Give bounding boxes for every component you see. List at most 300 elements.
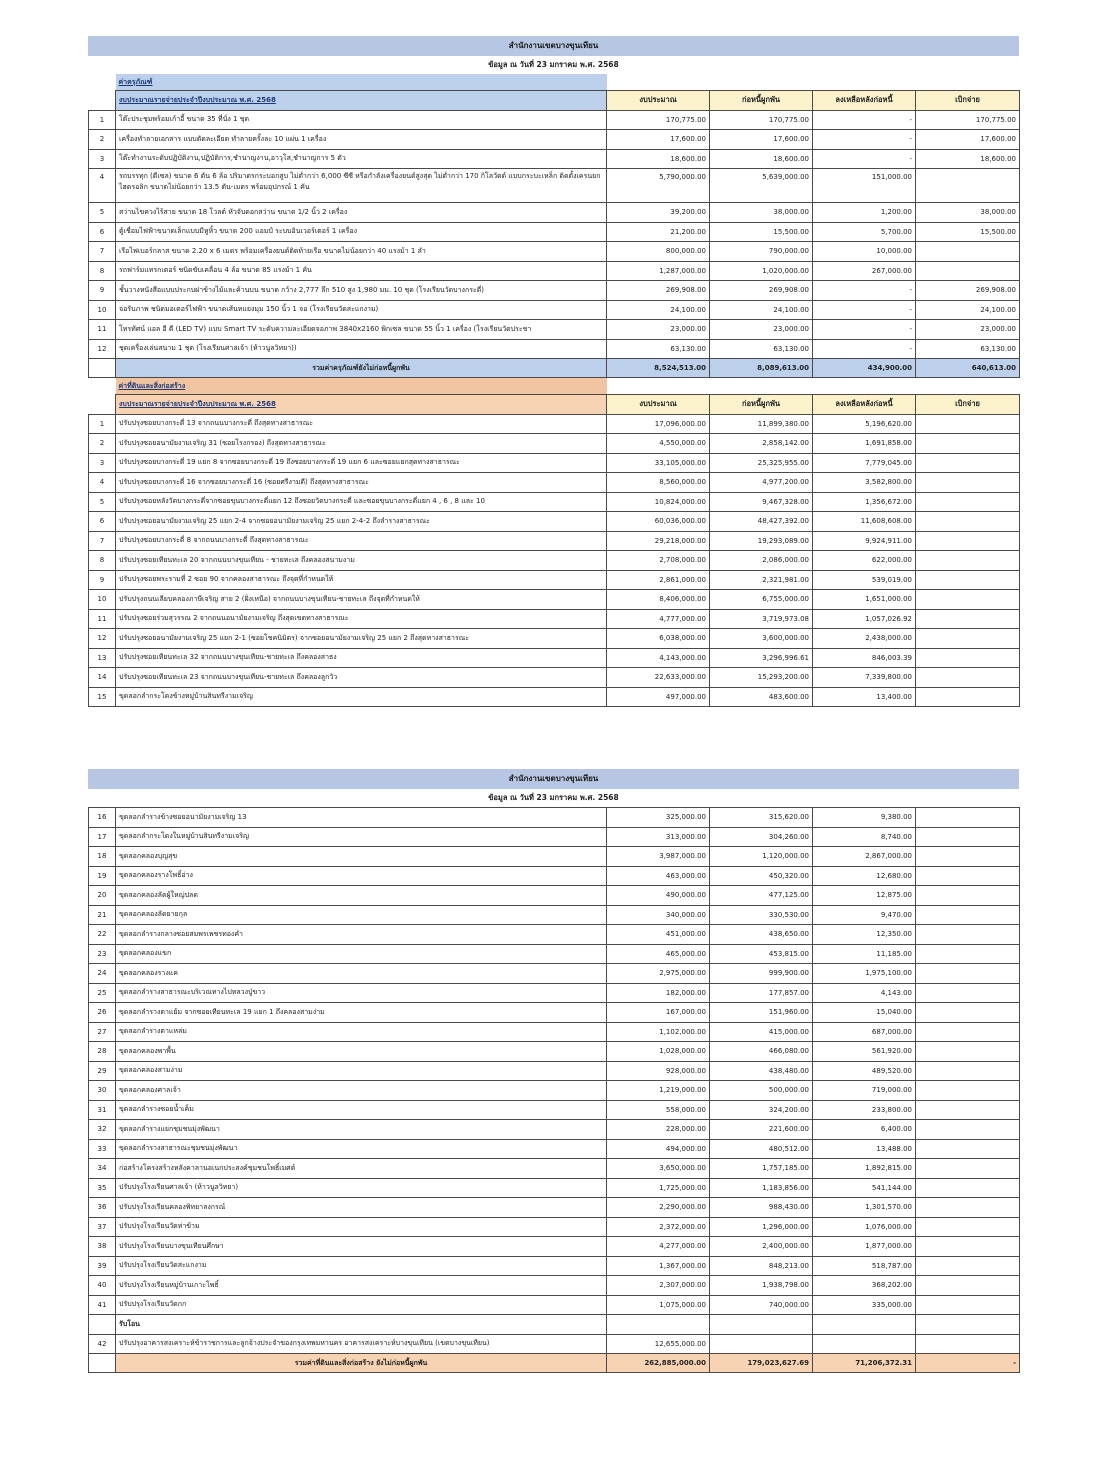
row-committed: 1,757,185.00 <box>710 1159 813 1179</box>
row-disbursed <box>916 1100 1020 1120</box>
row-committed: 988,430.00 <box>710 1198 813 1218</box>
land-row <box>89 434 1020 454</box>
total-disbursed: - <box>916 1354 1020 1373</box>
row-remaining: - <box>813 320 916 340</box>
row-committed: 304,260.00 <box>710 827 813 847</box>
row-disbursed <box>916 512 1020 532</box>
row-disbursed <box>916 434 1020 454</box>
row-number: 36 <box>89 1198 116 1218</box>
row-budget: 24,100.00 <box>607 300 710 320</box>
row-committed: 269,908.00 <box>710 281 813 301</box>
row-number: 8 <box>89 261 116 281</box>
row-committed: 2,400,000.00 <box>710 1237 813 1257</box>
row-description: ปรับปรุงซอยบางกระดี่ 8 จากถนนบางกระดี่ ถึงสุดทางสาธารณะ <box>116 531 607 551</box>
row-budget: 800,000.00 <box>607 242 710 262</box>
row-description: ปรับปรุงโรงเรียนวัดท่าข้าม <box>116 1217 607 1237</box>
row-budget: 4,777,000.00 <box>607 609 710 629</box>
row-remaining: 541,144.00 <box>813 1178 916 1198</box>
row-description: ขุดลอกคลองสามง่าม <box>116 1061 607 1081</box>
row-budget: 558,000.00 <box>607 1100 710 1120</box>
col-budget: งบประมาณ <box>607 395 710 415</box>
row-committed: 330,530.00 <box>710 905 813 925</box>
row-description: รถฟาร์มแทรกเตอร์ ชนิดขับเคลื่อน 4 ล้อ ขนาด 85 แรงม้า 1 คัน <box>116 261 607 281</box>
row-committed: 999,900.00 <box>710 964 813 984</box>
land-row <box>89 414 1020 434</box>
row-number: 25 <box>89 983 116 1003</box>
land-column-header-row <box>89 395 1020 415</box>
row-disbursed <box>916 847 1020 867</box>
row-description: ปรับปรุงซอยหลังวัดบางกระดี่จากซอยขุนบางกระดี่แยก 12 ถึงซอยวัดบางกระดี่ และซอยขุนบางกระดี่แยก 4 , 6 , 8 และ 10 <box>116 492 607 512</box>
row-number: 37 <box>89 1217 116 1237</box>
row-number: 3 <box>89 453 116 473</box>
row-remaining: 6,400.00 <box>813 1120 916 1140</box>
land-row <box>89 866 1020 886</box>
land-row <box>89 964 1020 984</box>
row-description: ก่อสร้างโครงสร้างหลังคาลานอเนกประสงค์ชุมชนโพธิ์เมศต์ <box>116 1159 607 1179</box>
row-budget: 451,000.00 <box>607 925 710 945</box>
row-budget: 29,218,000.00 <box>607 531 710 551</box>
row-description: ปรับปรุงอาคารสงเคราะห์ข้าราชการและลูกจ้างประจำของกรุงเทพมหานคร อาคารสงเคราะห์บางขุนเทียน (เขตบางขุนเทียน) <box>116 1334 607 1354</box>
row-description: ปรับปรุงซอยร่วมสุวรรณ 2 จากถนนอนามัยงามเจริญ ถึงสุดเขตทางสาธารณะ <box>116 609 607 629</box>
row-number: 1 <box>89 414 116 434</box>
row-number: 31 <box>89 1100 116 1120</box>
row-committed: 221,600.00 <box>710 1120 813 1140</box>
row-committed: 24,100.00 <box>710 300 813 320</box>
row-disbursed <box>916 1256 1020 1276</box>
total-remaining: 434,900.00 <box>813 359 916 378</box>
row-description: ปรับปรุงซอยเทียนทะเล 20 จากถนนบางขุนเทียน - ชายทะเล ถึงคลองสนามงาม <box>116 551 607 571</box>
row-description: ปรับปรุงซอยบางกระดี่ 13 จากถนนบางกระดี่ ถึงสุดทางสาธารณะ <box>116 414 607 434</box>
office-header: สำนักงานเขตบางขุนเทียน <box>88 36 1019 56</box>
row-budget: 23,000.00 <box>607 320 710 340</box>
row-disbursed: 18,600.00 <box>916 149 1020 169</box>
row-number: 1 <box>89 110 116 130</box>
land-row <box>89 1276 1020 1296</box>
row-budget: 340,000.00 <box>607 905 710 925</box>
row-description: ขุดลอกคลองลัดยายกุล <box>116 905 607 925</box>
row-disbursed: 170,775.00 <box>916 110 1020 130</box>
row-disbursed <box>916 1042 1020 1062</box>
row-remaining: 846,003.39 <box>813 648 916 668</box>
row-remaining: 1,651,000.00 <box>813 590 916 610</box>
row-budget: 313,000.00 <box>607 827 710 847</box>
row-budget: 1,367,000.00 <box>607 1256 710 1276</box>
row-number: 8 <box>89 551 116 571</box>
row-budget: 497,000.00 <box>607 687 710 707</box>
land-row <box>89 551 1020 571</box>
row-committed: 38,000.00 <box>710 203 813 223</box>
row-committed: 170,775.00 <box>710 110 813 130</box>
row-number: 26 <box>89 1003 116 1023</box>
row-description: ขุดลอกลำกระโดงข้างหมู่บ้านสินทรีงามเจริญ <box>116 687 607 707</box>
row-disbursed <box>916 1003 1020 1023</box>
row-committed: 2,321,981.00 <box>710 570 813 590</box>
row-description: ขุดลอกลำรางซอยน้ำเค็ม <box>116 1100 607 1120</box>
col-disbursed: เบิกจ่าย <box>916 395 1020 415</box>
land-row <box>89 1003 1020 1023</box>
row-remaining: 267,000.00 <box>813 261 916 281</box>
col-committed: ก่อหนี้ผูกพัน <box>710 395 813 415</box>
land-table-continued <box>88 807 1020 1373</box>
land-row <box>89 847 1020 867</box>
row-committed: 740,000.00 <box>710 1295 813 1315</box>
row-committed: 23,000.00 <box>710 320 813 340</box>
land-table-continued-body <box>89 808 1020 1373</box>
row-number: 24 <box>89 964 116 984</box>
row-number: 32 <box>89 1120 116 1140</box>
row-description: ขุดลอกลำรางตาแย้ม จากซอยเทียนทะเล 19 แยก 1 ถึงคลองสามง่าม <box>116 1003 607 1023</box>
row-budget: 8,406,000.00 <box>607 590 710 610</box>
row-number: 22 <box>89 925 116 945</box>
equipment-column-header-row <box>89 91 1020 111</box>
equipment-row <box>89 281 1020 301</box>
row-disbursed: 15,500.00 <box>916 222 1020 242</box>
row-disbursed <box>916 414 1020 434</box>
row-number: 40 <box>89 1276 116 1296</box>
row-number: 11 <box>89 320 116 340</box>
row-budget: 6,038,000.00 <box>607 629 710 649</box>
total-committed: 179,023,627.69 <box>710 1354 813 1373</box>
land-row <box>89 1120 1020 1140</box>
row-disbursed <box>916 1198 1020 1218</box>
row-committed: 2,858,142.00 <box>710 434 813 454</box>
row-committed: 48,427,392.00 <box>710 512 813 532</box>
row-remaining: 368,202.00 <box>813 1276 916 1296</box>
row-disbursed <box>916 925 1020 945</box>
row-budget: 1,287,000.00 <box>607 261 710 281</box>
row-description: ขุดลอกคลองลัดผู้ใหญ่ปลด <box>116 886 607 906</box>
row-budget: 12,655,000.00 <box>607 1334 710 1354</box>
row-committed: 500,000.00 <box>710 1081 813 1101</box>
row-number: 16 <box>89 808 116 828</box>
row-disbursed <box>916 1061 1020 1081</box>
row-committed: 15,293,200.00 <box>710 668 813 688</box>
row-description: ปรับปรุงซอยพระรามที่ 2 ซอย 90 จากคลองสาธารณะ ถึงจุดที่กำหนดให้ <box>116 570 607 590</box>
row-number: 29 <box>89 1061 116 1081</box>
land-total-row <box>89 1354 1020 1373</box>
land-row <box>89 1100 1020 1120</box>
row-budget: 4,143,000.00 <box>607 648 710 668</box>
row-description: ปรับปรุงโรงเรียนคลองพิทยาลงกรณ์ <box>116 1198 607 1218</box>
row-budget: 1,028,000.00 <box>607 1042 710 1062</box>
row-number: 4 <box>89 169 116 203</box>
land-row <box>89 886 1020 906</box>
row-description: ขุดลอกคลองบุญสุข <box>116 847 607 867</box>
equipment-row <box>89 339 1020 359</box>
land-row <box>89 1256 1020 1276</box>
row-remaining: 335,000.00 <box>813 1295 916 1315</box>
row-remaining: - <box>813 300 916 320</box>
land-row <box>89 453 1020 473</box>
transfer-subsection-label: รับโอน <box>116 1315 607 1335</box>
row-number: 4 <box>89 473 116 493</box>
equipment-row <box>89 222 1020 242</box>
row-disbursed <box>916 687 1020 707</box>
row-number: 11 <box>89 609 116 629</box>
row-description: ขุดลอกคลองรางแค <box>116 964 607 984</box>
row-number: 12 <box>89 629 116 649</box>
row-disbursed: 269,908.00 <box>916 281 1020 301</box>
row-description: ชุดเครื่องเล่นสนาม 1 ชุด (โรงเรียนศาลเจ้า (ห้าวนูลวิทยา)) <box>116 339 607 359</box>
row-committed: 9,467,328.00 <box>710 492 813 512</box>
row-description: เรือไฟเบอร์กลาส ขนาด 2.20 x 6 เมตร พร้อมเครื่องยนต์ติดท้ายเรือ ขนาดไม่น้อยกว่า 40 แรงม้า 1 ลำ <box>116 242 607 262</box>
row-description: ขุดลอกลำรางสาธารณะชุมชนมุ่งพัฒนา <box>116 1139 607 1159</box>
row-remaining: - <box>813 149 916 169</box>
row-number: 9 <box>89 281 116 301</box>
row-remaining: 1,200.00 <box>813 203 916 223</box>
col-budget: งบประมาณ <box>607 91 710 111</box>
total-blank-cell <box>89 359 116 378</box>
row-remaining: - <box>813 339 916 359</box>
row-description: ขุดลอกคลองศาลเจ้า <box>116 1081 607 1101</box>
row-remaining: 233,800.00 <box>813 1100 916 1120</box>
land-row <box>89 590 1020 610</box>
col-committed: ก่อหนี้ผูกพัน <box>710 91 813 111</box>
row-description: โต๊ะประชุมพร้อมเก้าอี้ ขนาด 35 ที่นั่ง 1 ชุด <box>116 110 607 130</box>
row-number: 28 <box>89 1042 116 1062</box>
row-number: 33 <box>89 1139 116 1159</box>
row-budget: 463,000.00 <box>607 866 710 886</box>
equipment-row <box>89 242 1020 262</box>
row-description: ขุดลอกลำรางตาแหล่ม <box>116 1022 607 1042</box>
row-description: ปรับปรุงโรงเรียนบางขุนเทียนศึกษา <box>116 1237 607 1257</box>
row-disbursed: 24,100.00 <box>916 300 1020 320</box>
equipment-row <box>89 261 1020 281</box>
row-disbursed: 38,000.00 <box>916 203 1020 223</box>
row-committed: 3,719,973.08 <box>710 609 813 629</box>
report-page-1 <box>88 36 1019 707</box>
row-remaining: 1,057,026.92 <box>813 609 916 629</box>
row-number: 21 <box>89 905 116 925</box>
row-remaining: 1,877,000.00 <box>813 1237 916 1257</box>
row-disbursed <box>916 668 1020 688</box>
row-remaining: 1,691,858.00 <box>813 434 916 454</box>
row-description: ตู้เชื่อมไฟฟ้าขนาดเล็กแบบมีหูหิ้ว ขนาด 200 แอมป์ ระบบอินเวอร์เตอร์ 1 เครื่อง <box>116 222 607 242</box>
row-remaining: 12,680.00 <box>813 866 916 886</box>
row-disbursed <box>916 866 1020 886</box>
row-number: 7 <box>89 242 116 262</box>
row-disbursed <box>916 648 1020 668</box>
land-row <box>89 1217 1020 1237</box>
row-budget: 1,102,000.00 <box>607 1022 710 1042</box>
row-remaining: 7,779,045.00 <box>813 453 916 473</box>
row-remaining: 5,196,620.00 <box>813 414 916 434</box>
row-disbursed: 23,000.00 <box>916 320 1020 340</box>
row-remaining: 719,000.00 <box>813 1081 916 1101</box>
row-committed: 15,500.00 <box>710 222 813 242</box>
row-budget: 928,000.00 <box>607 1061 710 1081</box>
row-committed: 848,213.00 <box>710 1256 813 1276</box>
row-description: ปรับปรุงซอยเทียนทะเล 23 จากถนนบางขุนเทียน-ชายทะเล ถึงคลองลูกวัว <box>116 668 607 688</box>
total-remaining: 71,206,372.31 <box>813 1354 916 1373</box>
row-number: 10 <box>89 300 116 320</box>
row-disbursed <box>916 886 1020 906</box>
row-remaining: 13,488.00 <box>813 1139 916 1159</box>
row-committed: 315,620.00 <box>710 808 813 828</box>
row-number: 38 <box>89 1237 116 1257</box>
row-disbursed <box>916 983 1020 1003</box>
row-budget: 269,908.00 <box>607 281 710 301</box>
row-budget: 2,708,000.00 <box>607 551 710 571</box>
row-committed: 5,639,000.00 <box>710 169 813 203</box>
row-number: 2 <box>89 434 116 454</box>
row-disbursed <box>916 1295 1020 1315</box>
row-budget: 2,307,000.00 <box>607 1276 710 1296</box>
row-disbursed <box>916 590 1020 610</box>
row-number: 23 <box>89 944 116 964</box>
row-disbursed <box>916 261 1020 281</box>
row-description: ขุดลอกคลองพาพื้น <box>116 1042 607 1062</box>
row-number: 17 <box>89 827 116 847</box>
row-description: ขุดลอกลำรางข้างซอยอนามัยงามเจริญ 13 <box>116 808 607 828</box>
row-description: เครื่องทำลายเอกสาร แบบตัดละเอียด ทำลายครั้งละ 10 แผ่น 1 เครื่อง <box>116 130 607 150</box>
row-committed: 438,480.00 <box>710 1061 813 1081</box>
land-row <box>89 905 1020 925</box>
row-disbursed <box>916 905 1020 925</box>
row-number: 9 <box>89 570 116 590</box>
row-budget: 17,096,000.00 <box>607 414 710 434</box>
land-row <box>89 1295 1020 1315</box>
equipment-category-label: ค่าครุภัณฑ์ <box>116 74 607 91</box>
row-number: 42 <box>89 1334 116 1354</box>
row-remaining: 11,185.00 <box>813 944 916 964</box>
row-disbursed: 63,130.00 <box>916 339 1020 359</box>
row-budget: 182,000.00 <box>607 983 710 1003</box>
as-of-date: ข้อมูล ณ วันที่ 23 มกราคม พ.ศ. 2568 <box>488 793 619 802</box>
row-committed: 25,325,955.00 <box>710 453 813 473</box>
land-row <box>89 1178 1020 1198</box>
row-description: ปรับปรุงซอยเทียนทะเล 32 จากถนนบางขุนเทียน-ชายทะเล ถึงคลองสาธง <box>116 648 607 668</box>
total-committed: 8,089,613.00 <box>710 359 813 378</box>
row-number: 10 <box>89 590 116 610</box>
equipment-subheading: งบประมาณรายจ่ายประจำปีงบประมาณ พ.ศ. 2568 <box>116 91 607 111</box>
row-remaining: - <box>813 130 916 150</box>
row-description: ปรับปรุงโรงเรียนวัดสะแกงาม <box>116 1256 607 1276</box>
land-category-label: ค่าที่ดินและสิ่งก่อสร้าง <box>116 378 607 395</box>
row-disbursed <box>916 827 1020 847</box>
row-remaining: 4,143.00 <box>813 983 916 1003</box>
row-committed: 3,600,000.00 <box>710 629 813 649</box>
row-disbursed <box>916 1120 1020 1140</box>
row-committed: 438,650.00 <box>710 925 813 945</box>
row-committed: 11,899,380.00 <box>710 414 813 434</box>
row-description: ปรับปรุงโรงเรียนศาลเจ้า (ห้าวนูลวิทยา) <box>116 1178 607 1198</box>
as-of-date: ข้อมูล ณ วันที่ 23 มกราคม พ.ศ. 2568 <box>488 60 619 69</box>
row-budget: 228,000.00 <box>607 1120 710 1140</box>
land-subheading: งบประมาณรายจ่ายประจำปีงบประมาณ พ.ศ. 2568 <box>116 395 607 415</box>
row-budget: 17,600.00 <box>607 130 710 150</box>
row-committed: 453,815.00 <box>710 944 813 964</box>
row-budget: 63,130.00 <box>607 339 710 359</box>
row-committed: 17,600.00 <box>710 130 813 150</box>
row-description: ปรับปรุงซอยอนามัยงามเจริญ 25 แยก 2-1 (ซอยโชคนิมิตร) จากซอยอนามัยงามเจริญ 25 แยก 2 ถึงสุดทางสาธารณะ <box>116 629 607 649</box>
row-committed: 415,000.00 <box>710 1022 813 1042</box>
row-committed: 1,938,798.00 <box>710 1276 813 1296</box>
row-description: ขุดลอกลำรางแยกชุมชนมุ่งพัฒนา <box>116 1120 607 1140</box>
row-disbursed <box>916 1022 1020 1042</box>
col-remaining: ลงเหลือหลังก่อหนี้ <box>813 91 916 111</box>
land-row <box>89 925 1020 945</box>
row-disbursed <box>916 1159 1020 1179</box>
land-row <box>89 1022 1020 1042</box>
land-row <box>89 1159 1020 1179</box>
land-table <box>88 378 1020 707</box>
land-row <box>89 648 1020 668</box>
row-description: รถบรรทุก (ดีเซล) ขนาด 6 ตัน 6 ล้อ ปริมาตรกระบอกสูบ ไม่ต่ำกว่า 6,000 ซีซี หรือกำลังเครื่องยนต์สูงสุด ไม่ต่ำกว่า 170 กิโลวัตต์ แบบกระบะเหล็ก ติดตั้งเครนยกไฮดรอลิก ขนาดไม่น้อยกว่า 13.5 ตัน-เมตร พร้อมอุปกรณ์ 1 คัน <box>116 169 607 203</box>
row-number: 20 <box>89 886 116 906</box>
row-description: ขุดลอกคลองรางโพธิ์อ่าง <box>116 866 607 886</box>
row-committed: 63,130.00 <box>710 339 813 359</box>
row-committed: 18,600.00 <box>710 149 813 169</box>
row-number: 12 <box>89 339 116 359</box>
total-blank-cell <box>89 1354 116 1373</box>
row-disbursed <box>916 473 1020 493</box>
equipment-category-row <box>89 74 1020 91</box>
row-remaining: 3,582,800.00 <box>813 473 916 493</box>
row-remaining: 518,787.00 <box>813 1256 916 1276</box>
land-row <box>89 1198 1020 1218</box>
row-committed: 1,296,000.00 <box>710 1217 813 1237</box>
row-disbursed <box>916 808 1020 828</box>
row-remaining: 10,000.00 <box>813 242 916 262</box>
row-remaining: 8,740.00 <box>813 827 916 847</box>
row-committed: 1,120,000.00 <box>710 847 813 867</box>
land-row <box>89 827 1020 847</box>
row-committed: 450,320.00 <box>710 866 813 886</box>
equipment-total-row <box>89 359 1020 378</box>
row-number: 13 <box>89 648 116 668</box>
row-number: 6 <box>89 222 116 242</box>
row-budget: 22,633,000.00 <box>607 668 710 688</box>
row-disbursed: 17,600.00 <box>916 130 1020 150</box>
row-description: ปรับปรุงซอยอนามัยงามเจริญ 31 (ซอยโรงกรอง) ถึงสุดทางสาธารณะ <box>116 434 607 454</box>
land-row <box>89 473 1020 493</box>
row-disbursed <box>916 1178 1020 1198</box>
row-remaining: 7,339,800.00 <box>813 668 916 688</box>
row-number: 39 <box>89 1256 116 1276</box>
row-budget: 21,200.00 <box>607 222 710 242</box>
equipment-total-label: รวมค่าครุภัณฑ์ยังไม่ก่อหนี้ผูกพัน <box>116 359 607 378</box>
row-remaining: 1,301,570.00 <box>813 1198 916 1218</box>
row-disbursed <box>916 169 1020 203</box>
equipment-row <box>89 130 1020 150</box>
row-number: 19 <box>89 866 116 886</box>
row-budget: 3,650,000.00 <box>607 1159 710 1179</box>
row-number: 27 <box>89 1022 116 1042</box>
row-committed: 6,755,000.00 <box>710 590 813 610</box>
row-budget: 10,824,000.00 <box>607 492 710 512</box>
row-remaining: 9,380.00 <box>813 808 916 828</box>
row-remaining: 13,400.00 <box>813 687 916 707</box>
land-total-label: รวมค่าที่ดินและสิ่งก่อสร้าง ยังไม่ก่อหนี้ผูกพัน <box>116 1354 607 1373</box>
row-remaining: 622,000.00 <box>813 551 916 571</box>
row-budget: 1,725,000.00 <box>607 1178 710 1198</box>
row-remaining: 561,920.00 <box>813 1042 916 1062</box>
row-committed: 477,125.00 <box>710 886 813 906</box>
office-header: สำนักงานเขตบางขุนเทียน <box>88 769 1019 789</box>
equipment-row <box>89 169 1020 203</box>
row-budget: 1,219,000.00 <box>607 1081 710 1101</box>
land-row <box>89 983 1020 1003</box>
row-budget: 2,290,000.00 <box>607 1198 710 1218</box>
row-budget: 465,000.00 <box>607 944 710 964</box>
row-description: ขุดลอกลำรางกลางซอยสมพรเพชรทองคำ <box>116 925 607 945</box>
row-disbursed <box>916 944 1020 964</box>
row-committed: 3,296,996.61 <box>710 648 813 668</box>
row-disbursed <box>916 1217 1020 1237</box>
row-budget: 3,987,000.00 <box>607 847 710 867</box>
row-description: โต๊ะทำงานระดับปฏิบัติงาน,ปฏิบัติการ,ชำนาญงาน,อาวุโส,ชำนาญการ 5 ตัว <box>116 149 607 169</box>
